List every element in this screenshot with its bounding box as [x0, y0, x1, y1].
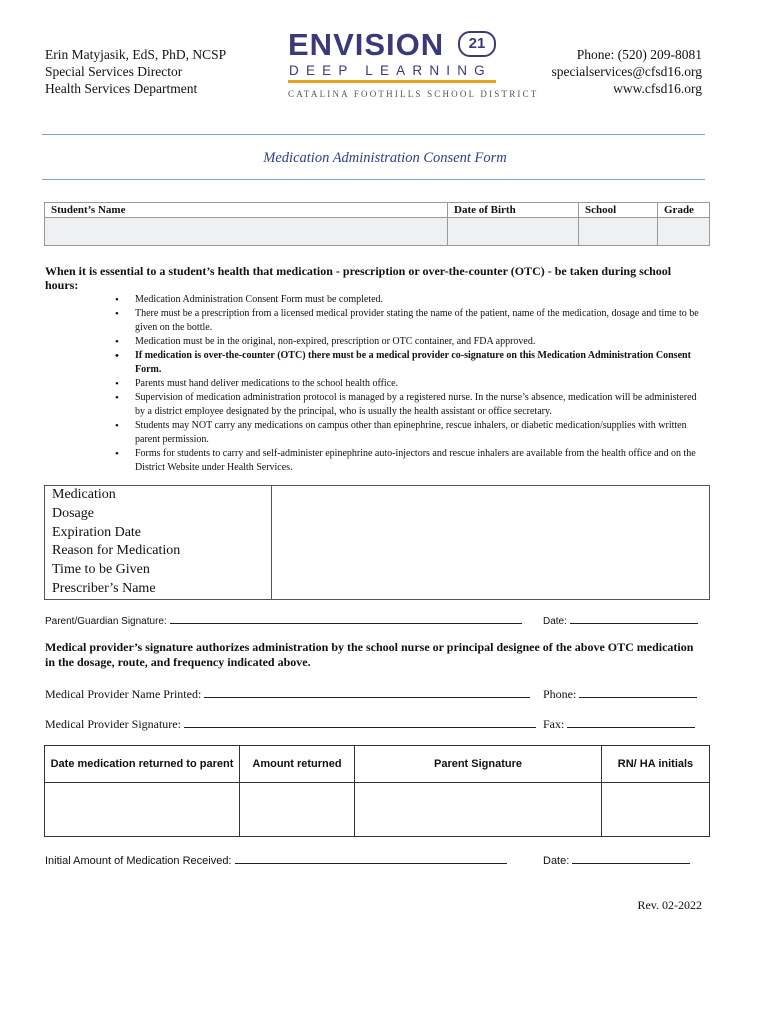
- parent-signature-label: Parent/Guardian Signature:: [45, 616, 167, 627]
- provider-phone-row: [543, 686, 697, 702]
- provider-fax-row: [543, 716, 695, 732]
- parent-date-label: Date:: [543, 616, 567, 627]
- dob-header: Date of Birth: [448, 203, 579, 218]
- amount-returned-field[interactable]: [240, 783, 355, 837]
- student-name-field[interactable]: [45, 218, 448, 246]
- intro-text: When it is essential to a student’s health that medication - prescription or over-the-counter (OTC) - be taken during school hours:: [45, 264, 672, 292]
- return-parent-signature-field[interactable]: [355, 783, 602, 837]
- medication-labels: [45, 486, 272, 600]
- initial-date-label: Date:: [543, 855, 570, 867]
- requirement-item: • Students may NOT carry any medications on campus other than epinephrine, rescue inhalers, or diabetic medication/supplies with written parent permission.: [135, 419, 705, 447]
- requirement-item: • Parents must hand deliver medications to the school health office.: [135, 377, 705, 391]
- parent-signature-field[interactable]: [170, 612, 522, 624]
- director-contact: [45, 46, 226, 97]
- dob-field[interactable]: [448, 218, 579, 246]
- reason-label: Reason for Medication: [52, 543, 181, 559]
- provider-fax-field[interactable]: [567, 716, 695, 728]
- provider-fax-label: Fax:: [543, 717, 565, 731]
- student-name-header: Student’s Name: [45, 203, 448, 218]
- provider-name-row: [45, 686, 530, 702]
- requirement-item: • There must be a prescription from a licensed medical provider stating the name of the patient, name of the medication, dosage and time to be given on the bottle.: [135, 307, 705, 335]
- envision21-logo: [288, 27, 539, 102]
- requirements-list: [45, 293, 705, 475]
- requirement-item: • Medication must be in the original, non-expired, prescription or OTC container, and FDA approved.: [135, 335, 705, 349]
- office-website[interactable]: www.cfsd16.org: [613, 81, 702, 96]
- medication-label: Medication: [52, 487, 116, 502]
- director-title: Special Services Director: [45, 64, 183, 79]
- initial-date-row: [543, 852, 690, 867]
- rn-initials-field[interactable]: [602, 783, 710, 837]
- medication-values-field[interactable]: [272, 486, 710, 600]
- expiration-label: Expiration Date: [52, 524, 142, 540]
- initial-amount-label: Initial Amount of Medication Received:: [45, 855, 232, 867]
- school-field[interactable]: [579, 218, 658, 246]
- office-contact: [551, 46, 702, 97]
- time-label: Time to be Given: [52, 562, 150, 578]
- logo-divider: [288, 80, 496, 83]
- provider-name-field[interactable]: [204, 686, 530, 698]
- provider-name-label: Medical Provider Name Printed:: [45, 687, 202, 701]
- provider-phone-label: Phone:: [543, 687, 577, 701]
- return-date-header: Date medication returned to parent: [45, 746, 240, 783]
- logo-tagline: DEEP LEARNING: [289, 63, 492, 78]
- student-info-table: [44, 202, 710, 246]
- requirement-item: • If medication is over-the-counter (OTC) there must be a medical provider co-signature on this Medication Administration Consent Form.: [135, 349, 705, 377]
- requirement-item: • Supervision of medication administration protocol is managed by a registered nurse. In the nurse’s absence, medication will be administered by a district employee designated by the principal, who is usually the health assistant or office secretary.: [135, 391, 705, 419]
- divider-bottom: [42, 179, 705, 180]
- logo-badge: 21: [458, 31, 496, 57]
- logo-district: CATALINA FOOTHILLS SCHOOL DISTRICT: [288, 89, 539, 99]
- provider-signature-label: Medical Provider Signature:: [45, 717, 181, 731]
- medication-return-table: [44, 745, 710, 837]
- provider-signature-row: [45, 716, 536, 732]
- amount-returned-header: Amount returned: [240, 746, 355, 783]
- initial-date-field[interactable]: [572, 852, 690, 864]
- initial-amount-field[interactable]: [235, 852, 507, 864]
- requirement-item: • Forms for students to carry and self-administer epinephrine auto-injectors and rescue inhalers are available from the health office and on the District Website under Health Services.: [135, 447, 705, 475]
- initial-amount-row: [45, 852, 507, 867]
- parent-signature-header: Parent Signature: [355, 746, 602, 783]
- provider-phone-field[interactable]: [579, 686, 697, 698]
- logo-word: ENVISION: [288, 27, 445, 62]
- form-title: Medication Administration Consent Form: [263, 150, 507, 166]
- revision-note: Rev. 02-2022: [637, 898, 702, 912]
- parent-date-field[interactable]: [570, 612, 698, 624]
- provider-signature-field[interactable]: [184, 716, 536, 728]
- divider-top: [42, 134, 705, 135]
- parent-date-row: [543, 612, 698, 627]
- dosage-label: Dosage: [52, 505, 94, 521]
- office-phone: Phone: (520) 209-8081: [576, 47, 702, 62]
- return-date-field[interactable]: [45, 783, 240, 837]
- rn-initials-header: RN/ HA initials: [602, 746, 710, 783]
- department-name: Health Services Department: [45, 81, 198, 96]
- medication-details-table: [44, 485, 710, 600]
- requirement-item: • Medication Administration Consent Form must be completed.: [135, 293, 705, 307]
- prescriber-label: Prescriber’s Name: [52, 580, 156, 596]
- grade-header: Grade: [658, 203, 710, 218]
- director-name: Erin Matyjasik, EdS, PhD, NCSP: [45, 47, 227, 62]
- grade-field[interactable]: [658, 218, 710, 246]
- school-header: School: [579, 203, 658, 218]
- parent-signature-row: [45, 612, 522, 627]
- office-email[interactable]: specialservices@cfsd16.org: [551, 64, 702, 79]
- provider-statement: Medical provider’s signature authorizes administration by the school nurse or principal designee of the above OTC medication in the dosage, route, and frequency indicated above.: [45, 640, 694, 669]
